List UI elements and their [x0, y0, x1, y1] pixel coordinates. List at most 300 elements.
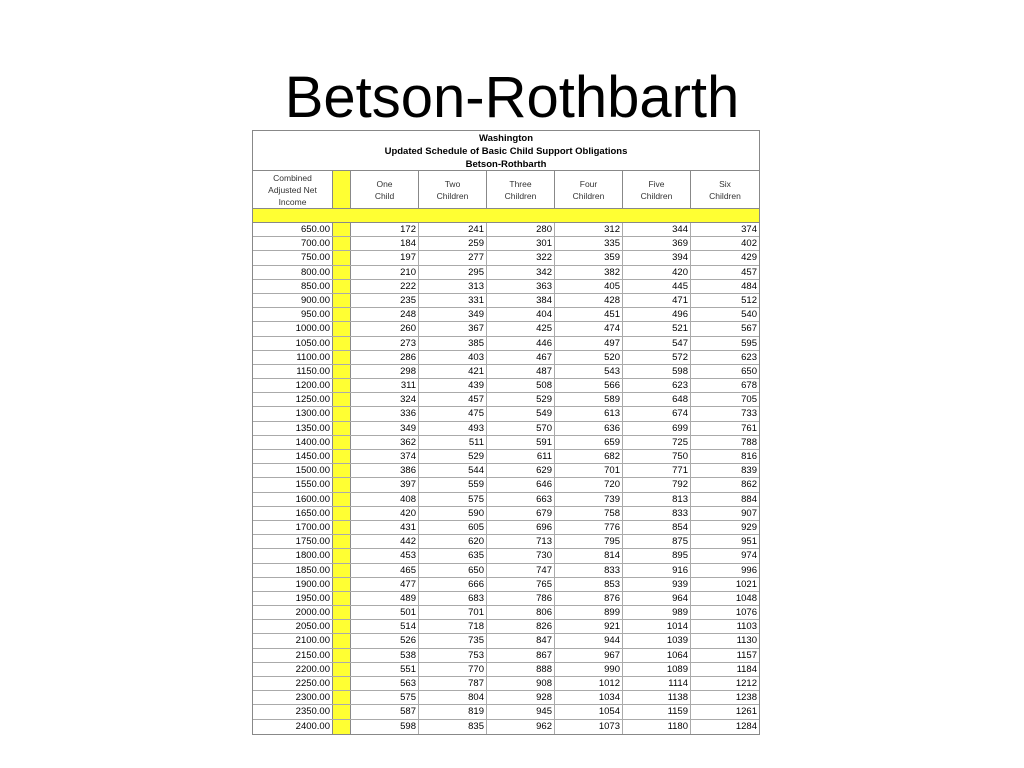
obligation-cell: 280: [487, 223, 555, 236]
yellow-spacer-cell: [333, 493, 351, 506]
obligation-cell: 1014: [623, 620, 691, 633]
table-row: [253, 379, 759, 393]
obligation-cell: 567: [741, 323, 757, 335]
table-row: [253, 251, 759, 265]
obligation-cell: 549: [487, 407, 555, 420]
table-row: [253, 592, 759, 606]
obligation-cell: 750: [623, 450, 691, 463]
obligation-cell: 420: [623, 266, 691, 279]
obligation-cell: 1103: [736, 621, 757, 633]
obligation-cell: 248: [351, 308, 419, 321]
obligation-cell: 678: [741, 380, 757, 392]
table-row: [253, 351, 759, 365]
obligation-cell: 420: [351, 507, 419, 520]
yellow-spacer-cell: [333, 266, 351, 279]
obligation-cell: 575: [419, 493, 487, 506]
obligation-cell: 451: [555, 308, 623, 321]
obligation-cell: 718: [419, 620, 487, 633]
yellow-spacer-cell: [333, 478, 351, 491]
obligation-cell: 753: [419, 649, 487, 662]
income-cell: 850.00: [253, 280, 333, 293]
table-row: [253, 294, 759, 308]
obligation-cell: 570: [487, 422, 555, 435]
yellow-spacer-cell: [333, 393, 351, 406]
yellow-spacer-cell: [333, 620, 351, 633]
obligation-cell: 402: [741, 238, 757, 250]
obligation-cell: 590: [419, 507, 487, 520]
yellow-spacer-cell: [333, 649, 351, 662]
table-row: [253, 280, 759, 294]
obligation-cell: 605: [419, 521, 487, 534]
income-cell: 750.00: [253, 251, 333, 264]
income-cell: 2050.00: [253, 620, 333, 633]
col-two-children: [419, 171, 487, 208]
obligation-cell: 566: [555, 379, 623, 392]
table-row: [253, 436, 759, 450]
obligation-cell: 362: [351, 436, 419, 449]
yellow-spacer-cell: [333, 237, 351, 250]
obligation-cell: 538: [351, 649, 419, 662]
obligation-cell: 369: [623, 237, 691, 250]
obligation-cell: 623: [741, 351, 757, 363]
obligation-cell: 974: [741, 550, 757, 562]
support-schedule-table: [252, 130, 760, 735]
obligation-cell: 713: [487, 535, 555, 548]
yellow-spacer-cell: [333, 691, 351, 704]
income-cell: 800.00: [253, 266, 333, 279]
obligation-cell: 747: [487, 564, 555, 577]
obligation-cell: 540: [741, 309, 757, 321]
obligation-cell: 512: [741, 294, 757, 306]
table-row: [253, 450, 759, 464]
obligation-cell: 551: [351, 663, 419, 676]
table-row: [253, 337, 759, 351]
table-row: [253, 677, 759, 691]
income-cell: 950.00: [253, 308, 333, 321]
income-cell: 1750.00: [253, 535, 333, 548]
obligation-cell: 682: [555, 450, 623, 463]
obligation-cell: 589: [555, 393, 623, 406]
table-row: [253, 393, 759, 407]
income-cell: 2100.00: [253, 634, 333, 647]
obligation-cell: 770: [419, 663, 487, 676]
obligation-cell: 833: [555, 564, 623, 577]
obligation-cell: 529: [487, 393, 555, 406]
obligation-cell: 1180: [623, 720, 691, 734]
obligation-cell: 1130: [736, 635, 757, 647]
obligation-cell: 342: [487, 266, 555, 279]
yellow-spacer-cell: [333, 535, 351, 548]
obligation-cell: 484: [741, 280, 757, 292]
yellow-spacer-cell: [333, 436, 351, 449]
col-income-line2: Adjusted Net: [268, 184, 317, 195]
obligation-cell: 989: [623, 606, 691, 619]
obligation-cell: 1076: [735, 607, 757, 619]
obligation-cell: 888: [487, 663, 555, 676]
obligation-cell: 635: [419, 549, 487, 562]
obligation-cell: 730: [487, 549, 555, 562]
col-six-line1: Six: [719, 178, 731, 189]
yellow-spacer-cell: [333, 663, 351, 676]
obligation-cell: 543: [555, 365, 623, 378]
obligation-cell: 650: [419, 564, 487, 577]
income-cell: 1200.00: [253, 379, 333, 392]
income-cell: 1150.00: [253, 365, 333, 378]
obligation-cell: 575: [351, 691, 419, 704]
obligation-cell: 487: [487, 365, 555, 378]
obligation-cell: 1048: [735, 592, 757, 604]
obligation-cell: 771: [623, 464, 691, 477]
obligation-cell: 184: [351, 237, 419, 250]
income-cell: 900.00: [253, 294, 333, 307]
obligation-cell: 787: [419, 677, 487, 690]
obligation-cell: 598: [351, 720, 419, 734]
col-four-line2: Children: [572, 190, 605, 201]
col-two-line2: Children: [436, 190, 469, 201]
col-five-line2: Children: [640, 190, 673, 201]
obligation-cell: 1114: [623, 677, 691, 690]
table-row: [253, 223, 759, 237]
table-row: [253, 407, 759, 421]
obligation-cell: 404: [487, 308, 555, 321]
obligation-cell: 1054: [555, 705, 623, 718]
obligation-cell: 429: [741, 252, 757, 264]
income-cell: 2250.00: [253, 677, 333, 690]
obligation-cell: 899: [555, 606, 623, 619]
yellow-spacer-cell: [333, 549, 351, 562]
obligation-cell: 363: [487, 280, 555, 293]
yellow-spacer-cell: [333, 251, 351, 264]
obligation-cell: 439: [419, 379, 487, 392]
obligation-cell: 964: [623, 592, 691, 605]
obligation-cell: 806: [487, 606, 555, 619]
income-cell: 2350.00: [253, 705, 333, 718]
obligation-cell: 471: [623, 294, 691, 307]
obligation-cell: 792: [623, 478, 691, 491]
obligation-cell: 939: [623, 578, 691, 591]
obligation-cell: 908: [487, 677, 555, 690]
yellow-spacer-column: [333, 171, 351, 208]
obligation-cell: 620: [419, 535, 487, 548]
income-cell: 1100.00: [253, 351, 333, 364]
table-row: [253, 535, 759, 549]
table-header: [253, 131, 759, 171]
yellow-spacer-cell: [333, 422, 351, 435]
obligation-cell: 312: [555, 223, 623, 236]
obligation-cell: 295: [419, 266, 487, 279]
obligation-cell: 699: [623, 422, 691, 435]
table-body: [253, 223, 759, 734]
yellow-spacer-cell: [333, 365, 351, 378]
col-one-child: [351, 171, 419, 208]
obligation-cell: 286: [351, 351, 419, 364]
income-cell: 1850.00: [253, 564, 333, 577]
obligation-cell: 835: [419, 720, 487, 734]
obligation-cell: 496: [623, 308, 691, 321]
obligation-cell: 659: [555, 436, 623, 449]
table-row: [253, 578, 759, 592]
obligation-cell: 508: [487, 379, 555, 392]
obligation-cell: 526: [351, 634, 419, 647]
obligation-cell: 1212: [735, 678, 757, 689]
obligation-cell: 875: [623, 535, 691, 548]
obligation-cell: 1159: [623, 705, 691, 718]
income-cell: 1600.00: [253, 493, 333, 506]
obligation-cell: 529: [419, 450, 487, 463]
obligation-cell: 648: [623, 393, 691, 406]
obligation-cell: 386: [351, 464, 419, 477]
income-cell: 650.00: [253, 223, 333, 236]
income-cell: 1350.00: [253, 422, 333, 435]
yellow-spacer-cell: [333, 464, 351, 477]
obligation-cell: 477: [351, 578, 419, 591]
obligation-cell: 650: [741, 365, 757, 377]
table-row: [253, 478, 759, 492]
obligation-cell: 1238: [735, 692, 757, 704]
income-cell: 2150.00: [253, 649, 333, 662]
obligation-cell: 475: [419, 407, 487, 420]
col-income-line3: Income: [278, 196, 307, 207]
income-cell: 2200.00: [253, 663, 333, 676]
header-state: Washington: [479, 133, 533, 144]
table-row: [253, 237, 759, 251]
col-three-children: [487, 171, 555, 208]
col-two-line1: Two: [444, 178, 461, 189]
obligation-cell: 474: [555, 322, 623, 335]
obligation-cell: 445: [623, 280, 691, 293]
obligation-cell: 739: [555, 493, 623, 506]
obligation-cell: 595: [741, 337, 757, 349]
income-cell: 1450.00: [253, 450, 333, 463]
obligation-cell: 493: [419, 422, 487, 435]
obligation-cell: 674: [623, 407, 691, 420]
table-row: [253, 720, 759, 734]
table-row: [253, 663, 759, 677]
income-cell: 2300.00: [253, 691, 333, 704]
yellow-spacer-cell: [333, 634, 351, 647]
obligation-cell: 374: [351, 450, 419, 463]
obligation-cell: 408: [351, 493, 419, 506]
obligation-cell: 996: [741, 564, 757, 576]
obligation-cell: 696: [487, 521, 555, 534]
obligation-cell: 854: [623, 521, 691, 534]
obligation-cell: 421: [419, 365, 487, 378]
obligation-cell: 720: [555, 478, 623, 491]
obligation-cell: 611: [487, 450, 555, 463]
obligation-cell: 967: [555, 649, 623, 662]
obligation-cell: 431: [351, 521, 419, 534]
obligation-cell: 816: [741, 451, 757, 462]
table-row: [253, 521, 759, 535]
obligation-cell: 758: [555, 507, 623, 520]
obligation-cell: 795: [555, 535, 623, 548]
col-four-children: [555, 171, 623, 208]
obligation-cell: 397: [351, 478, 419, 491]
obligation-cell: 813: [623, 493, 691, 506]
obligation-cell: 572: [623, 351, 691, 364]
obligation-cell: 735: [419, 634, 487, 647]
obligation-cell: 514: [351, 620, 419, 633]
obligation-cell: 467: [487, 351, 555, 364]
obligation-cell: 733: [741, 408, 757, 420]
obligation-cell: 344: [623, 223, 691, 236]
yellow-spacer-cell: [333, 720, 351, 734]
table-row: [253, 691, 759, 705]
yellow-spacer-cell: [333, 308, 351, 321]
table-row: [253, 507, 759, 521]
col-one-line1: One: [376, 178, 393, 189]
obligation-cell: 313: [419, 280, 487, 293]
income-cell: 1550.00: [253, 478, 333, 491]
table-row: [253, 308, 759, 322]
obligation-cell: 862: [741, 479, 757, 491]
obligation-cell: 916: [623, 564, 691, 577]
obligation-cell: 403: [419, 351, 487, 364]
obligation-cell: 405: [555, 280, 623, 293]
obligation-cell: 663: [487, 493, 555, 506]
income-cell: 1800.00: [253, 549, 333, 562]
obligation-cell: 951: [741, 536, 757, 548]
income-cell: 1250.00: [253, 393, 333, 406]
table-row: [253, 464, 759, 478]
income-cell: 2000.00: [253, 606, 333, 619]
obligation-cell: 497: [555, 337, 623, 350]
col-three-line1: Three: [509, 178, 532, 189]
table-row: [253, 322, 759, 336]
obligation-cell: 884: [741, 493, 757, 505]
obligation-cell: 374: [741, 224, 757, 235]
income-cell: 1650.00: [253, 507, 333, 520]
obligation-cell: 867: [487, 649, 555, 662]
income-cell: 1700.00: [253, 521, 333, 534]
income-cell: 700.00: [253, 237, 333, 250]
obligation-cell: 324: [351, 393, 419, 406]
table-row: [253, 266, 759, 280]
obligation-cell: 241: [419, 223, 487, 236]
obligation-cell: 847: [487, 634, 555, 647]
obligation-cell: 1261: [735, 706, 757, 718]
obligation-cell: 382: [555, 266, 623, 279]
yellow-spacer-cell: [333, 578, 351, 591]
obligation-cell: 587: [351, 705, 419, 718]
col-three-line2: Children: [504, 190, 537, 201]
obligation-cell: 277: [419, 251, 487, 264]
table-row: [253, 564, 759, 578]
obligation-cell: 385: [419, 337, 487, 350]
obligation-cell: 944: [555, 634, 623, 647]
obligation-cell: 804: [419, 691, 487, 704]
obligation-cell: 907: [741, 507, 757, 519]
obligation-cell: 928: [487, 691, 555, 704]
obligation-cell: 761: [741, 422, 757, 434]
table-row: [253, 549, 759, 563]
income-cell: 1900.00: [253, 578, 333, 591]
obligation-cell: 367: [419, 322, 487, 335]
obligation-cell: 1089: [623, 663, 691, 676]
col-six-line2: Children: [709, 190, 741, 201]
obligation-cell: 1021: [735, 578, 757, 590]
income-cell: 1950.00: [253, 592, 333, 605]
obligation-cell: 384: [487, 294, 555, 307]
obligation-cell: 636: [555, 422, 623, 435]
obligation-cell: 701: [555, 464, 623, 477]
obligation-cell: 235: [351, 294, 419, 307]
yellow-spacer-cell: [333, 592, 351, 605]
obligation-cell: 1064: [623, 649, 691, 662]
obligation-cell: 839: [741, 465, 757, 477]
income-cell: 1500.00: [253, 464, 333, 477]
obligation-cell: 559: [419, 478, 487, 491]
obligation-cell: 929: [741, 521, 757, 533]
yellow-spacer-cell: [333, 507, 351, 520]
obligation-cell: 666: [419, 578, 487, 591]
col-six-children: [691, 171, 759, 208]
obligation-cell: 453: [351, 549, 419, 562]
obligation-cell: 598: [623, 365, 691, 378]
income-cell: 2400.00: [253, 720, 333, 734]
obligation-cell: 1157: [736, 649, 757, 661]
obligation-cell: 465: [351, 564, 419, 577]
col-five-children: [623, 171, 691, 208]
obligation-cell: 833: [623, 507, 691, 520]
obligation-cell: 442: [351, 535, 419, 548]
obligation-cell: 457: [741, 266, 757, 278]
obligation-cell: 335: [555, 237, 623, 250]
obligation-cell: 322: [487, 251, 555, 264]
obligation-cell: 301: [487, 237, 555, 250]
obligation-cell: 197: [351, 251, 419, 264]
col-income-line1: Combined: [273, 172, 312, 183]
obligation-cell: 222: [351, 280, 419, 293]
yellow-spacer-cell: [333, 705, 351, 718]
income-cell: 1000.00: [253, 322, 333, 335]
obligation-cell: 962: [487, 720, 555, 734]
obligation-cell: 853: [555, 578, 623, 591]
yellow-spacer-cell: [333, 564, 351, 577]
table-row: [253, 493, 759, 507]
obligation-cell: 331: [419, 294, 487, 307]
yellow-spacer-cell: [333, 677, 351, 690]
obligation-cell: 1138: [623, 691, 691, 704]
yellow-spacer-cell: [333, 379, 351, 392]
obligation-cell: 511: [419, 436, 487, 449]
obligation-cell: 786: [487, 592, 555, 605]
col-one-line2: Child: [374, 190, 395, 201]
obligation-cell: 613: [555, 407, 623, 420]
yellow-spacer-cell: [333, 450, 351, 463]
obligation-cell: 260: [351, 322, 419, 335]
income-cell: 1050.00: [253, 337, 333, 350]
obligation-cell: 1034: [555, 691, 623, 704]
obligation-cell: 563: [351, 677, 419, 690]
col-five-line1: Five: [648, 178, 665, 189]
yellow-spacer-cell: [333, 407, 351, 420]
obligation-cell: 876: [555, 592, 623, 605]
obligation-cell: 521: [623, 322, 691, 335]
obligation-cell: 394: [623, 251, 691, 264]
obligation-cell: 457: [419, 393, 487, 406]
obligation-cell: 1184: [736, 663, 757, 675]
yellow-spacer-cell: [333, 280, 351, 293]
table-row: [253, 649, 759, 663]
obligation-cell: 273: [351, 337, 419, 350]
obligation-cell: 826: [487, 620, 555, 633]
table-row: [253, 422, 759, 436]
obligation-cell: 705: [741, 394, 757, 406]
obligation-cell: 428: [555, 294, 623, 307]
obligation-cell: 359: [555, 251, 623, 264]
obligation-cell: 679: [487, 507, 555, 520]
